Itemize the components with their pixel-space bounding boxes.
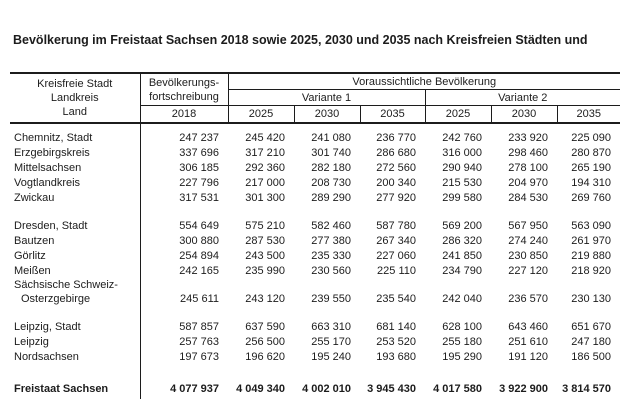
- population-value: 194 310: [571, 176, 612, 189]
- population-value: 316 000: [442, 146, 482, 159]
- variant1-header: Variante 1: [228, 90, 425, 106]
- population-update-header: [140, 73, 228, 106]
- population-value: 247 237: [179, 131, 219, 144]
- population-value: 257 763: [179, 335, 219, 348]
- population-value: 284 530: [508, 191, 548, 204]
- population-value: 300 880: [179, 234, 219, 247]
- population-value: 225 110: [377, 264, 416, 277]
- population-value: 215 530: [442, 176, 482, 189]
- table-row: [10, 145, 620, 160]
- population-value: 306 185: [179, 161, 219, 174]
- population-update-line: Bevölkerungs-: [148, 76, 220, 89]
- group-spacer-row: [10, 364, 620, 377]
- population-value: 4 017 580: [433, 383, 482, 395]
- population-value: 265 190: [571, 161, 612, 174]
- population-value: 242 040: [442, 293, 482, 305]
- population-value: 643 460: [508, 320, 548, 333]
- population-value: 243 500: [245, 249, 285, 262]
- population-value: 219 880: [571, 249, 612, 262]
- year-header: 2030: [294, 106, 360, 124]
- population-value: 317 210: [245, 146, 285, 159]
- population-value: 4 002 010: [302, 383, 351, 395]
- region-label: Nordsachsen: [10, 349, 140, 364]
- table-row: [10, 218, 620, 233]
- population-value: 3 922 900: [499, 383, 548, 395]
- total-row: [10, 377, 620, 399]
- population-table: [10, 72, 620, 399]
- region-label: Erzgebirgskreis: [10, 145, 140, 160]
- population-value: 255 180: [442, 335, 482, 348]
- population-value: 290 940: [442, 161, 482, 174]
- population-value: 298 460: [508, 146, 548, 159]
- region-label: Freistaat Sachsen: [10, 377, 140, 399]
- year-header: 2030: [491, 106, 557, 124]
- spacer-cell: [10, 364, 140, 377]
- region-header-line: Landkreis: [50, 92, 99, 104]
- table-row: [10, 334, 620, 349]
- population-value: 236 570: [508, 293, 548, 305]
- population-value: 225 090: [571, 131, 612, 144]
- region-label: Zwickau: [10, 190, 140, 205]
- region-column-header: [10, 73, 140, 123]
- spacer-cell: [140, 306, 620, 319]
- population-update-line: fortschreibung: [149, 90, 219, 103]
- group-spacer-row: [10, 306, 620, 319]
- year-header-2018: 2018: [140, 106, 228, 124]
- population-value: 587 780: [376, 219, 416, 232]
- region-label: Vogtlandkreis: [10, 175, 140, 190]
- population-value: 301 740: [311, 146, 351, 159]
- population-value: 241 850: [442, 249, 482, 262]
- population-value: 299 580: [442, 191, 482, 204]
- region-header-line: Kreisfreie Stadt: [37, 78, 113, 90]
- population-value: 200 340: [376, 176, 416, 189]
- spacer-cell: [10, 306, 140, 319]
- region-label: Leipzig: [10, 334, 140, 349]
- region-label: Leipzig, Stadt: [10, 319, 140, 334]
- population-value: 245 420: [245, 131, 285, 144]
- population-value: 235 540: [376, 293, 416, 305]
- table-row: [10, 123, 620, 145]
- population-value: 186 500: [571, 350, 612, 363]
- population-value: 567 950: [508, 219, 548, 232]
- table-row: [10, 319, 620, 334]
- spacer-cell: [10, 205, 140, 218]
- table-header: [10, 73, 620, 123]
- population-value: 227 796: [179, 176, 219, 189]
- table-body: [10, 123, 620, 399]
- population-value: 197 673: [179, 350, 219, 363]
- region-label: Meißen: [10, 263, 140, 278]
- population-value: 217 000: [245, 176, 285, 189]
- population-value: 277 380: [311, 234, 351, 247]
- population-value: 337 696: [179, 146, 219, 159]
- population-value: 256 500: [245, 335, 285, 348]
- table-row: [10, 278, 620, 306]
- table-row: [10, 190, 620, 205]
- population-value: 242 165: [179, 264, 219, 277]
- population-value: 317 531: [179, 191, 219, 204]
- group-spacer-row: [10, 205, 620, 218]
- population-value: 208 730: [311, 176, 351, 189]
- year-header: 2035: [557, 106, 620, 124]
- population-value: 651 670: [571, 320, 612, 333]
- table-row: [10, 248, 620, 263]
- population-value: 267 340: [376, 234, 416, 247]
- population-value: 234 790: [442, 264, 482, 277]
- population-value: 195 240: [311, 350, 351, 363]
- forecast-group-header: Voraussichtliche Bevölkerung: [228, 73, 620, 90]
- table-row: [10, 263, 620, 278]
- population-value: 191 120: [508, 350, 548, 363]
- population-value: 582 460: [311, 219, 351, 232]
- table-row: [10, 233, 620, 248]
- population-value: 287 530: [245, 234, 285, 247]
- population-value: 3 814 570: [562, 383, 612, 395]
- population-value: 563 090: [571, 219, 612, 232]
- spacer-cell: [140, 364, 620, 377]
- population-value: 218 920: [571, 264, 612, 277]
- region-label: Görlitz: [10, 248, 140, 263]
- population-value: 575 210: [245, 219, 285, 232]
- year-header: 2025: [425, 106, 491, 124]
- table-row: [10, 175, 620, 190]
- population-value: 269 760: [571, 191, 612, 204]
- population-value: 236 770: [376, 131, 416, 144]
- region-label: Dresden, Stadt: [10, 218, 140, 233]
- header-row-1: [10, 73, 620, 90]
- population-value: 242 760: [442, 131, 482, 144]
- population-value: 681 140: [376, 320, 416, 333]
- population-value: 277 920: [376, 191, 416, 204]
- table-row: [10, 160, 620, 175]
- population-value: 251 610: [508, 335, 548, 348]
- population-value: 239 550: [311, 293, 351, 305]
- region-label: Bautzen: [10, 233, 140, 248]
- population-value: 230 130: [571, 293, 612, 305]
- population-value: 554 649: [179, 219, 219, 232]
- year-header: 2025: [228, 106, 294, 124]
- population-value: 254 894: [179, 249, 219, 262]
- population-value: 4 077 937: [170, 383, 219, 395]
- population-value: 227 060: [376, 249, 416, 262]
- year-header: 2035: [360, 106, 425, 124]
- population-value: 4 049 340: [236, 383, 285, 395]
- population-value: 637 590: [245, 320, 285, 333]
- population-value: 272 560: [376, 161, 416, 174]
- population-value: 286 320: [442, 234, 482, 247]
- population-value: 280 870: [571, 146, 612, 159]
- population-value: 301 300: [245, 191, 285, 204]
- population-value: 261 970: [571, 234, 612, 247]
- region-label: Mittelsachsen: [10, 160, 140, 175]
- population-value: 245 611: [180, 293, 219, 305]
- population-value: 243 120: [245, 293, 285, 305]
- population-value: 569 200: [442, 219, 482, 232]
- variant2-header: Variante 2: [425, 90, 620, 106]
- population-value: 286 680: [376, 146, 416, 159]
- population-value: 587 857: [179, 320, 219, 333]
- population-value: 204 970: [508, 176, 548, 189]
- population-value: 195 290: [442, 350, 482, 363]
- table-row: [10, 349, 620, 364]
- population-value: 227 120: [508, 264, 548, 277]
- population-value: 235 330: [311, 249, 351, 262]
- population-value: 193 680: [376, 350, 416, 363]
- population-value: 253 520: [376, 335, 416, 348]
- population-value: 235 990: [245, 264, 285, 277]
- region-label: Chemnitz, Stadt: [10, 123, 140, 145]
- population-value: 3 945 430: [367, 383, 416, 395]
- population-value: 663 310: [311, 320, 351, 333]
- page-title: Bevölkerung im Freistaat Sachsen 2018 sowie 2025, 2030 und 2035 nach Kreisfreien Städten und: [13, 33, 588, 47]
- region-header-line: Land: [62, 106, 87, 118]
- population-value: 255 170: [311, 335, 351, 348]
- population-value: 196 620: [245, 350, 285, 363]
- population-value: 274 240: [508, 234, 548, 247]
- population-value: 289 290: [311, 191, 351, 204]
- population-value: 292 360: [245, 161, 285, 174]
- population-value: 230 850: [508, 249, 548, 262]
- region-label: Sächsische Schweiz- Osterzgebirge: [10, 278, 140, 306]
- population-value: 278 100: [508, 161, 548, 174]
- population-value: 230 560: [311, 264, 351, 277]
- population-value: 282 180: [311, 161, 351, 174]
- population-value: 233 920: [508, 131, 548, 144]
- population-value: 628 100: [442, 320, 482, 333]
- population-value: 241 080: [311, 131, 351, 144]
- spacer-cell: [140, 205, 620, 218]
- population-value: 247 180: [571, 335, 612, 348]
